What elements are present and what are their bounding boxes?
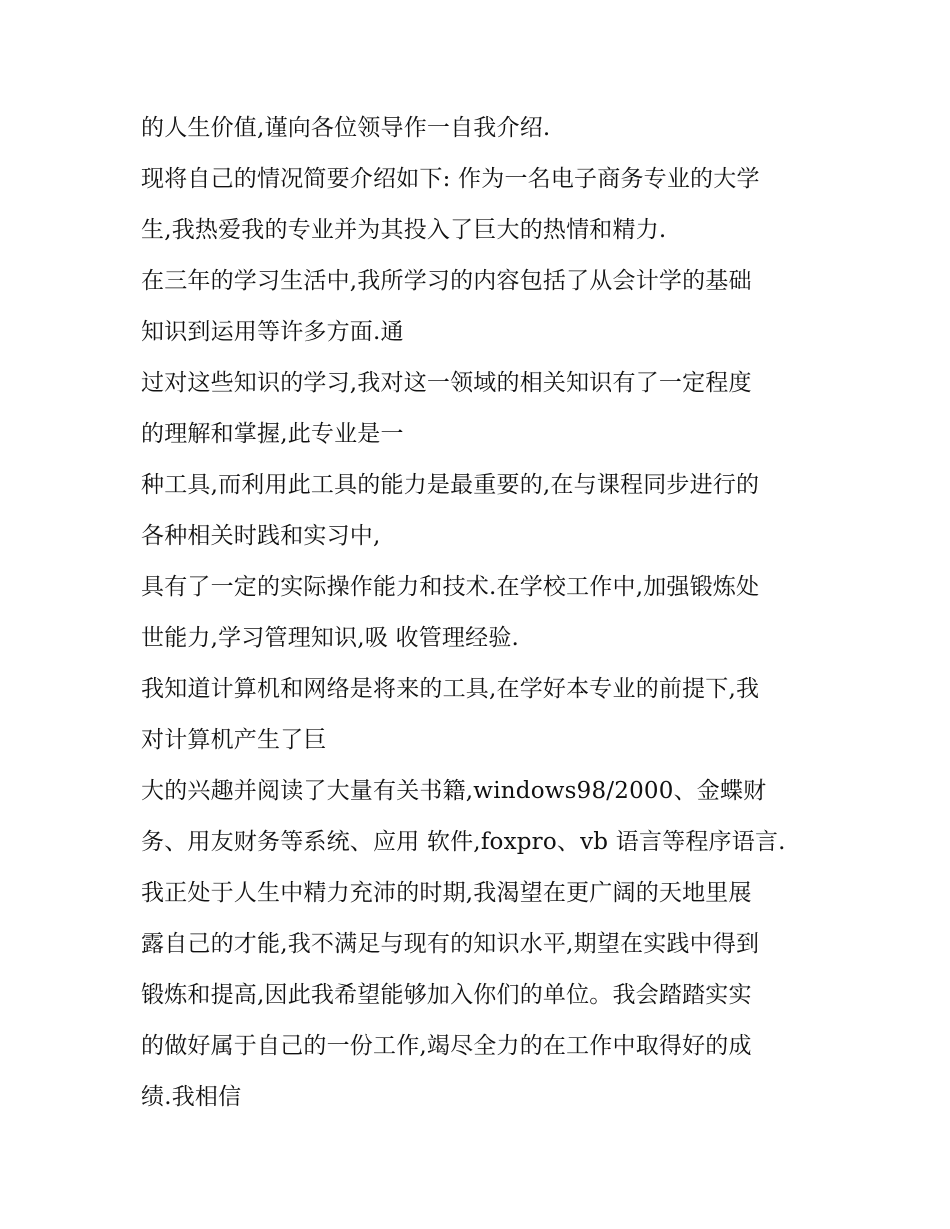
text-line-9: 各种相关时践和实习中, bbox=[141, 523, 381, 549]
text-line-11: 世能力,学习管理知识,吸 收管理经验. bbox=[141, 625, 520, 651]
text-line-17: 露自己的才能,我不满足与现有的知识水平,期望在实践中得到 bbox=[141, 931, 760, 957]
text-line-19: 的做好属于自己的一份工作,竭尽全力的在工作中取得好的成 bbox=[141, 1033, 752, 1059]
text-line-13: 对计算机产生了巨 bbox=[141, 727, 327, 753]
text-line-18: 锻炼和提高,因此我希望能够加入你们的单位。我会踏踏实实 bbox=[141, 982, 752, 1008]
text-line-1: 的人生价值,谨向各位领导作一自我介绍. bbox=[141, 115, 551, 141]
text-line-12: 我知道计算机和网络是将来的工具,在学好本专业的前提下,我 bbox=[141, 676, 760, 702]
text-line-4: 在三年的学习生活中,我所学习的内容包括了从会计学的基础 bbox=[141, 268, 752, 294]
text-line-3: 生,我热爱我的专业并为其投入了巨大的热情和精力. bbox=[141, 217, 667, 243]
text-line-10: 具有了一定的实际操作能力和技术.在学校工作中,加强锻炼处 bbox=[141, 574, 760, 600]
text-line-7: 的理解和掌握,此专业是一 bbox=[141, 421, 404, 447]
text-line-20: 绩.我相信 bbox=[141, 1084, 242, 1110]
text-line-15: 务、用友财务等系统、应用 软件,foxpro、vb 语言等程序语言. bbox=[141, 829, 786, 855]
text-line-6: 过对这些知识的学习,我对这一领域的相关知识有了一定程度 bbox=[141, 370, 752, 396]
text-line-14: 大的兴趣并阅读了大量有关书籍,windows98/2000、金蝶财 bbox=[141, 778, 767, 804]
text-line-8: 种工具,而利用此工具的能力是最重要的,在与课程同步进行的 bbox=[141, 472, 760, 498]
text-line-2: 现将自己的情况简要介绍如下: 作为一名电子商务专业的大学 bbox=[141, 166, 760, 192]
text-line-5: 知识到运用等许多方面.通 bbox=[141, 319, 404, 345]
body-text bbox=[141, 103, 821, 1123]
text-line-16: 我正处于人生中精力充沛的时期,我渴望在更广阔的天地里展 bbox=[141, 880, 752, 906]
